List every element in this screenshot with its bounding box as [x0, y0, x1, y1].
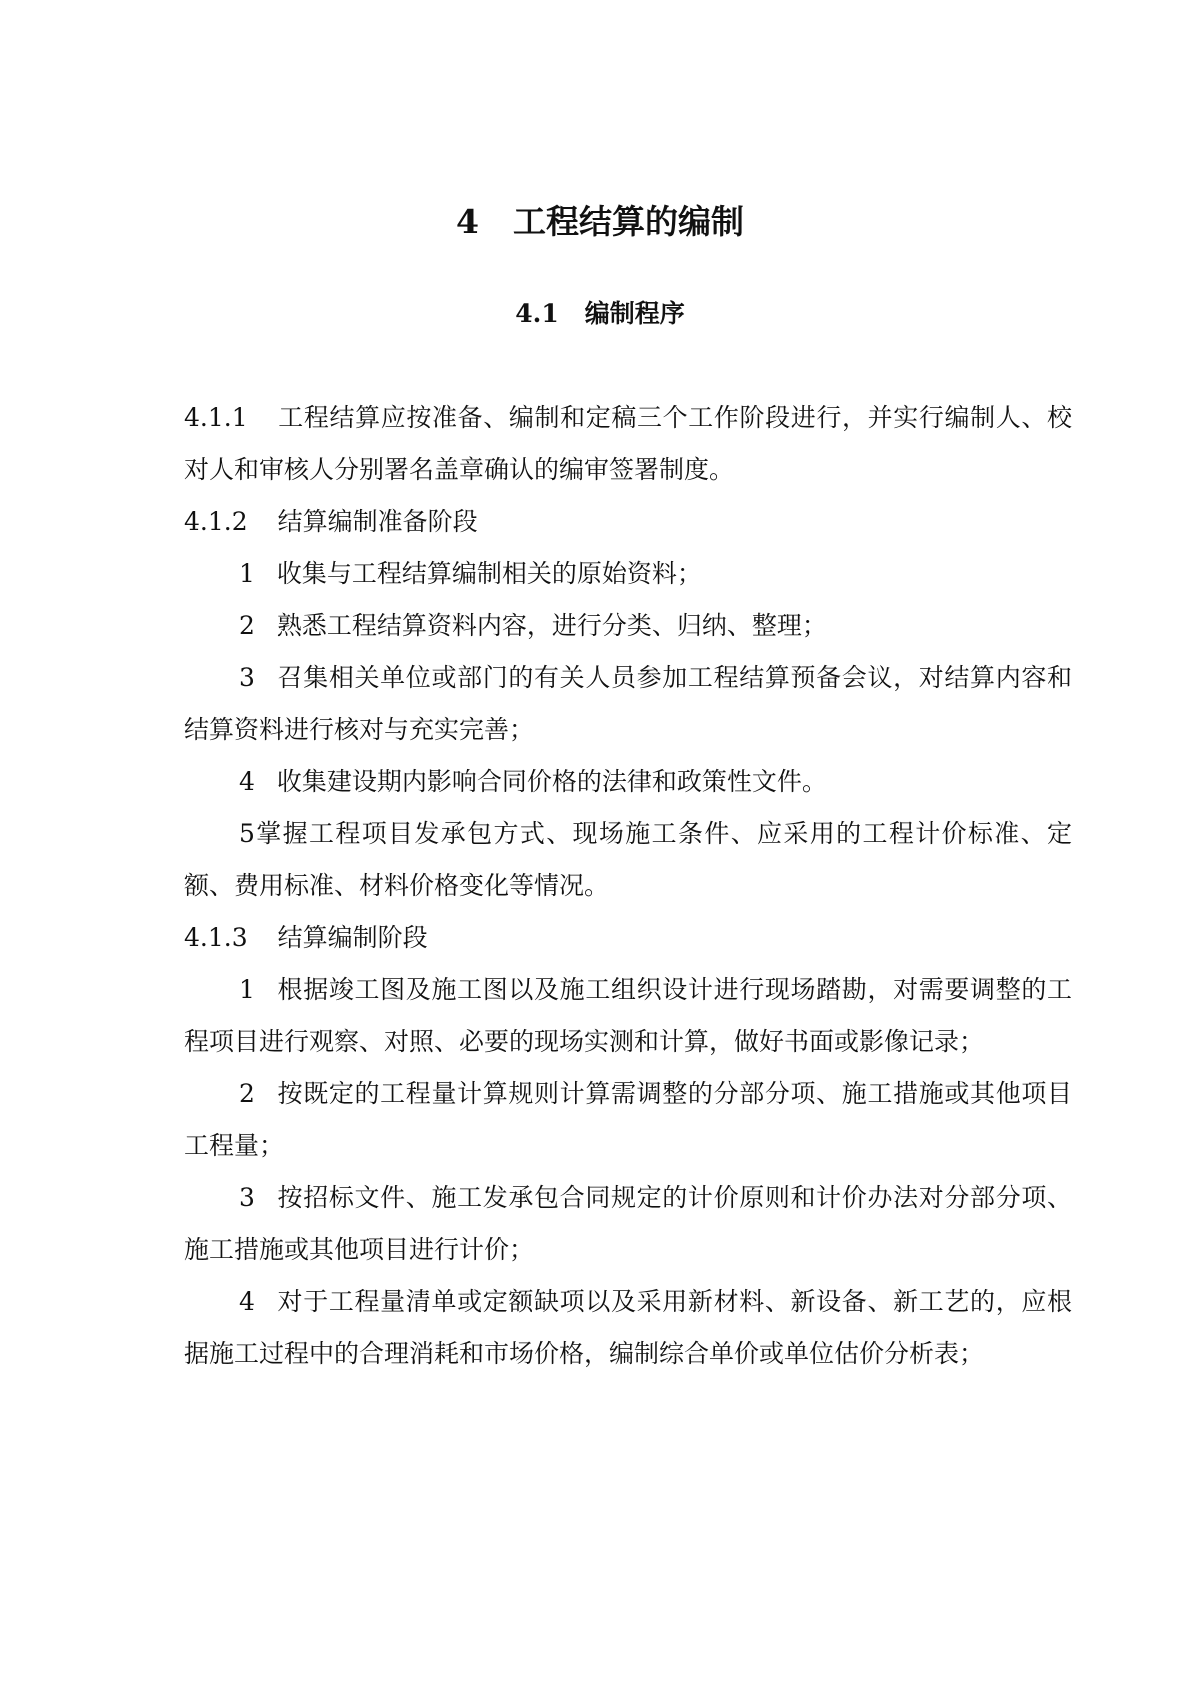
clause-item: [184, 964, 1072, 1068]
item-text: 根据竣工图及施工图以及施工组织设计进行现场踏勘，对需要调整的工程项目进行观察、对照、必要的现场实测和计算，做好书面或影像记录；: [184, 975, 1072, 1056]
clause-item: [184, 756, 1072, 808]
item-number: 1: [239, 559, 255, 588]
clause-item: [184, 1172, 1072, 1276]
clause-item: [184, 652, 1072, 756]
item-text: 收集与工程结算编制相关的原始资料；: [276, 559, 702, 588]
item-text: 熟悉工程结算资料内容，进行分类、归纳、整理；: [276, 611, 827, 640]
document-body: [184, 392, 1072, 1380]
item-number: 3: [239, 1183, 255, 1212]
clause-number: 4.1.3: [184, 923, 248, 952]
clause-item: [184, 808, 1072, 912]
item-text: 收集建设期内影响合同价格的法律和政策性文件。: [276, 767, 827, 796]
item-number: 2: [239, 1079, 255, 1108]
item-number: 4: [239, 1287, 255, 1316]
chapter-title: 工程结算的编制: [512, 202, 744, 241]
clause-number: 4.1.1: [184, 403, 248, 432]
clause-number: 4.1.2: [184, 507, 248, 536]
chapter-heading: [0, 202, 1200, 242]
section-number: 4.1: [515, 299, 559, 328]
clause-item: [184, 1068, 1072, 1172]
item-number: 2: [239, 611, 255, 640]
clause-text: 结算编制准备阶段: [277, 507, 478, 536]
item-number: 4: [239, 767, 255, 796]
item-number: 5: [239, 819, 255, 848]
item-text: 对于工程量清单或定额缺项以及采用新材料、新设备、新工艺的，应根据施工过程中的合理消耗和市场价格，编制综合单价或单位估价分析表；: [184, 1287, 1072, 1368]
item-number: 3: [239, 663, 255, 692]
item-number: 1: [239, 975, 255, 1004]
clause-4-1-3: [184, 912, 1072, 964]
clause-4-1-1: [184, 392, 1072, 496]
section-heading: [0, 297, 1200, 331]
clause-text: 工程结算应按准备、编制和定稿三个工作阶段进行，并实行编制人、校对人和审核人分别署名盖章确认的编审签署制度。: [184, 403, 1072, 484]
clause-item: [184, 600, 1072, 652]
clause-item: [184, 1276, 1072, 1380]
chapter-number: 4: [456, 202, 479, 241]
item-text: 按招标文件、施工发承包合同规定的计价原则和计价办法对分部分项、施工措施或其他项目进行计价；: [184, 1183, 1072, 1264]
clause-text: 结算编制阶段: [277, 923, 428, 952]
item-text: 按既定的工程量计算规则计算需调整的分部分项、施工措施或其他项目工程量；: [184, 1079, 1072, 1160]
item-text: 掌握工程项目发承包方式、现场施工条件、应采用的工程计价标准、定额、费用标准、材料价格变化等情况。: [184, 819, 1072, 900]
clause-4-1-2: [184, 496, 1072, 548]
section-title: 编制程序: [584, 299, 685, 328]
clause-item: [184, 548, 1072, 600]
item-text: 召集相关单位或部门的有关人员参加工程结算预备会议，对结算内容和结算资料进行核对与充实完善；: [184, 663, 1072, 744]
